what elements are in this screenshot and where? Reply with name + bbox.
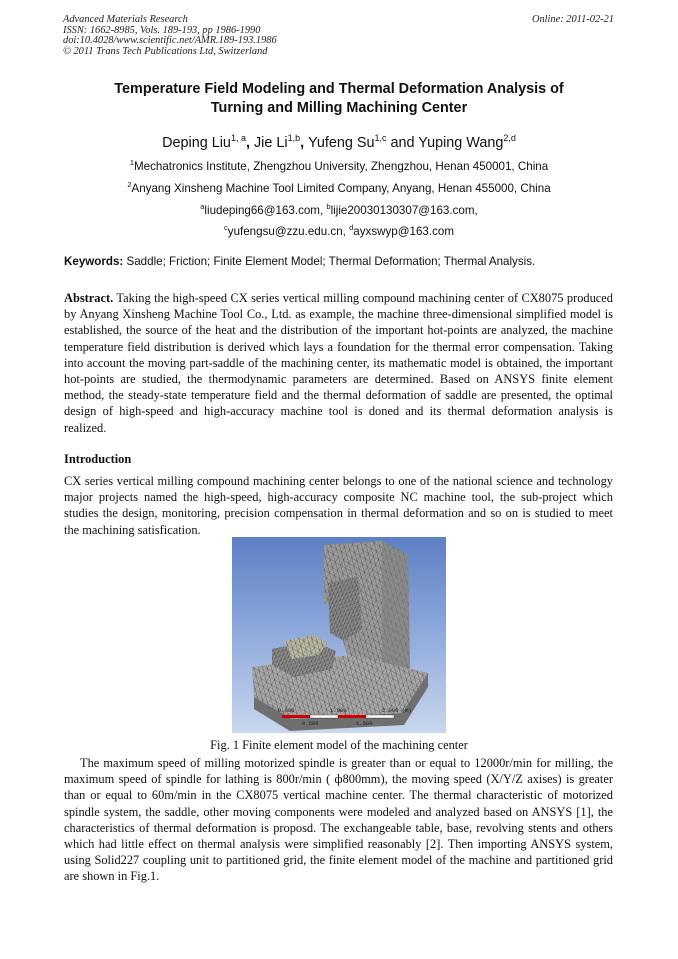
email-sup: d <box>349 223 354 232</box>
abstract-text: Taking the high-speed CX series vertical milling compound machining center of CX8075 produced by Anyang Xinsheng Machine Tool Co., Ltd. as example, the machine three-dimensional simplified model is established, the source of the heat and the distribution of the important hot-points are analyzed, the machine temperature field distribution is derived which lays a foundation for the thermal error compensation. Taking into account the moving part-saddle of the machining center, its mathematic model is obtained, the important hot-points are studied, the thermodynamic parameters are determined. Based on ANSYS finite element method, the steady-state temperature field and the thermal deformation of saddle are presented, the optimal design of high-speed and high-accuracy machine tool is doned and its thermal deformation analysis is realized. <box>64 291 613 435</box>
email-sup: b <box>326 202 331 211</box>
author-sep: and <box>386 134 419 151</box>
email-a: liudeping66@163.com, <box>204 203 327 217</box>
journal-header <box>63 15 614 57</box>
author-name: Yufeng Su <box>308 134 375 151</box>
author-sup: 1, a <box>230 133 246 143</box>
keywords-text: Saddle; Friction; Finite Element Model; Thermal Deformation; Thermal Analysis. <box>123 255 536 268</box>
affiliation-sup: 2 <box>127 180 132 189</box>
author-list <box>40 129 638 152</box>
intro-paragraph-1: CX series vertical milling compound machining center belongs to one of the national science and technology major projects named the high-speed, high-accuracy composite NC machine tool, the sub-project which studies the design, monitoring, precision compensation in thermal deformation and so on is studied to meet the machining satisfication. <box>64 474 613 537</box>
keywords-label: Keywords: <box>64 255 124 268</box>
scale-label: 2.000 (m) <box>382 707 412 714</box>
machine-mesh-illustration <box>232 537 446 733</box>
author-sup: 2,d <box>503 133 516 143</box>
affiliation-sup: 1 <box>129 158 134 167</box>
author-name: Yuping Wang <box>418 134 504 151</box>
paper-title <box>60 80 618 118</box>
keywords <box>64 255 624 269</box>
affiliation-1 <box>40 156 638 174</box>
email-line-1 <box>40 200 638 218</box>
scale-label: 0.000 <box>278 707 295 714</box>
scale-label: 1.500 <box>356 720 373 727</box>
author-sup: 1,c <box>374 133 387 143</box>
affiliation-2 <box>40 178 638 196</box>
section-heading-introduction: Introduction <box>64 452 132 466</box>
doi-line: doi:10.4028/www.scientific.net/AMR.189-193.1986 <box>63 35 277 46</box>
email-b: lijie20030130307@163.com, <box>330 203 478 217</box>
email-line-2 <box>40 221 638 239</box>
abstract <box>64 290 613 436</box>
email-sup: a <box>200 202 205 211</box>
email-d: ayxswyp@163.com <box>353 224 454 238</box>
title-line-2: Turning and Milling Machining Center <box>210 100 468 116</box>
scale-label: 1.000 <box>330 707 347 714</box>
issn-line: ISSN: 1662-8985, Vols. 189-193, pp 1986-1990 <box>63 24 261 36</box>
author-sep: , <box>300 134 309 151</box>
author-sup: 1,b <box>287 133 301 143</box>
title-line-1: Temperature Field Modeling and Thermal Deformation Analysis of <box>114 81 564 97</box>
journal-name: Advanced Materials Research <box>63 14 188 25</box>
author-name: Deping Liu <box>162 134 231 151</box>
author-name: Jie Li <box>253 134 288 151</box>
figure-fem-model <box>232 537 446 733</box>
intro-paragraph-2: The maximum speed of milling motorized spindle is greater than or equal to 12000r/min for milling, the maximum speed of spindle for lathing is 800r/min ( ф800mm), the moving speed (X/Y/Z axises) is greater than or equal to 60m/min in the CX8075 vertical machine center. The thermal characteristic of motorized spindle system, the saddle, other moving components were modeled and analyzed based on ANSYS [1], the characteristics of thermal deformation is proposd. The exchangeable table, base, revolving stents and others which had little effect on thermal analysis were simplified reasonably [2]. Then importing ANSYS system, using Solid227 coupling unit to partitioned grid, the finite element model of the machine and partitioned grid are shown in Fig.1. <box>64 756 613 884</box>
scale-label: 0.500 <box>302 720 319 727</box>
abstract-label: Abstract. <box>64 291 114 305</box>
online-date: Online: 2011-02-21 <box>531 14 614 25</box>
author-sep: , <box>245 134 254 151</box>
affiliation-text: Anyang Xinsheng Machine Tool Limited Company, Anyang, Henan 455000, China <box>131 181 551 195</box>
copyright-line: © 2011 Trans Tech Publications Ltd, Switzerland <box>63 45 268 57</box>
figure-caption: Fig. 1 Finite element model of the machining center <box>210 738 468 752</box>
email-sup: c <box>224 223 228 232</box>
affiliation-text: Mechatronics Institute, Zhengzhou University, Zhengzhou, Henan 450001, China <box>133 159 549 173</box>
email-c: yufengsu@zzu.edu.cn, <box>227 224 350 238</box>
